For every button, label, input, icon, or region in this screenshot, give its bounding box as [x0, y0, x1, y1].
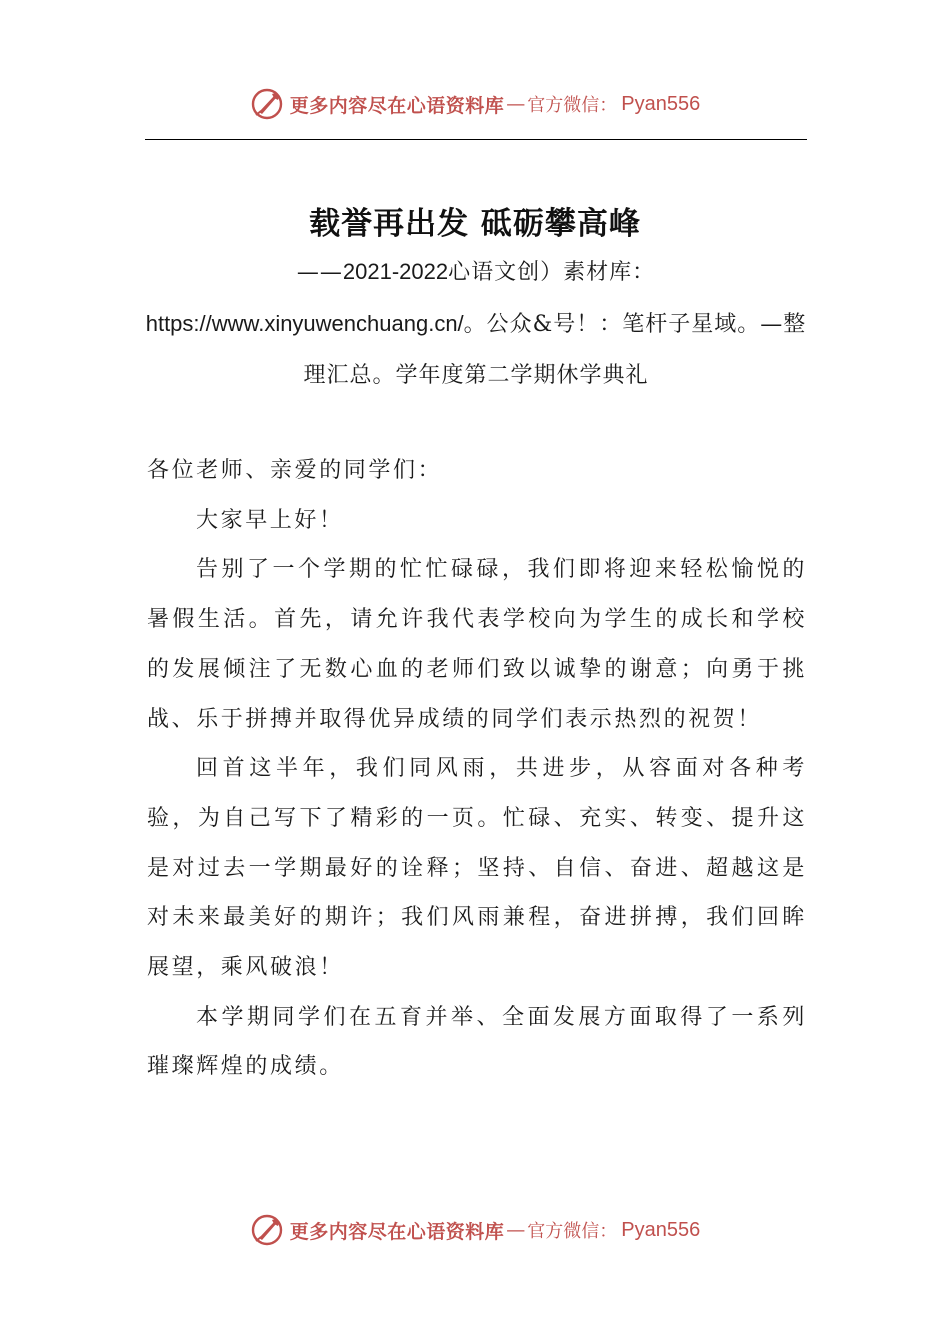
document-title: 载誉再出发 砥砺攀高峰: [309, 206, 641, 242]
banner-brand-text: 更多内容尽在心语资料库: [289, 94, 505, 117]
document-body: [147, 446, 807, 1092]
banner-separator: —: [506, 93, 526, 115]
banner-wechat-id: Pyan556: [621, 1218, 701, 1241]
footer-banner: [0, 1208, 950, 1252]
subtitle-prefix: ——: [296, 260, 343, 285]
header-banner: [0, 82, 950, 126]
subtitle-rest: 。公众&号！：笔杆子星域。—整理汇总。学年度第二学期休学典礼: [303, 312, 807, 388]
document-subtitle: [145, 246, 807, 401]
subtitle-url: https://www.xinyuwenchuang.cn/: [145, 311, 464, 336]
body-paragraph: 回首这半年，我们同风雨，共进步，从容面对各种考验，为自己写下了精彩的一页。忙碌、充实、转变、提升这是对过去一学期最好的诠释；坚持、自信、奋进、超越这是对未来最美好的期许；我们风雨兼程，奋进拼搏，我们回眸展望，乘风破浪！: [147, 756, 807, 981]
quill-logo-icon: [250, 87, 284, 121]
body-paragraph: 本学期同学们在五育并举、全面发展方面取得了一系列璀璨辉煌的成绩。: [147, 1004, 807, 1080]
salutation: 各位老师、亲爱的同学们：: [147, 458, 443, 483]
banner-wechat-label: 官方微信：: [527, 1221, 618, 1242]
header-divider: [145, 139, 807, 140]
subtitle-mid: 心语文创）素材库：: [448, 260, 656, 285]
subtitle-years: 2021-2022: [342, 259, 449, 284]
quill-logo-icon: [250, 1213, 284, 1247]
greeting-paragraph: 大家早上好！: [196, 507, 344, 533]
banner-wechat-label: 官方微信：: [527, 95, 618, 116]
banner-brand-text: 更多内容尽在心语资料库: [289, 1220, 505, 1243]
banner-separator: —: [506, 1219, 526, 1241]
body-paragraph: 告别了一个学期的忙忙碌碌，我们即将迎来轻松愉悦的暑假生活。首先，请允许我代表学校向为学生的成长和学校的发展倾注了无数心血的老师们致以诚挚的谢意；向勇于挑战、乐于拼搏并取得优异成绩的同学们表示热烈的祝贺！: [147, 557, 807, 732]
banner-wechat-id: Pyan556: [621, 92, 701, 115]
